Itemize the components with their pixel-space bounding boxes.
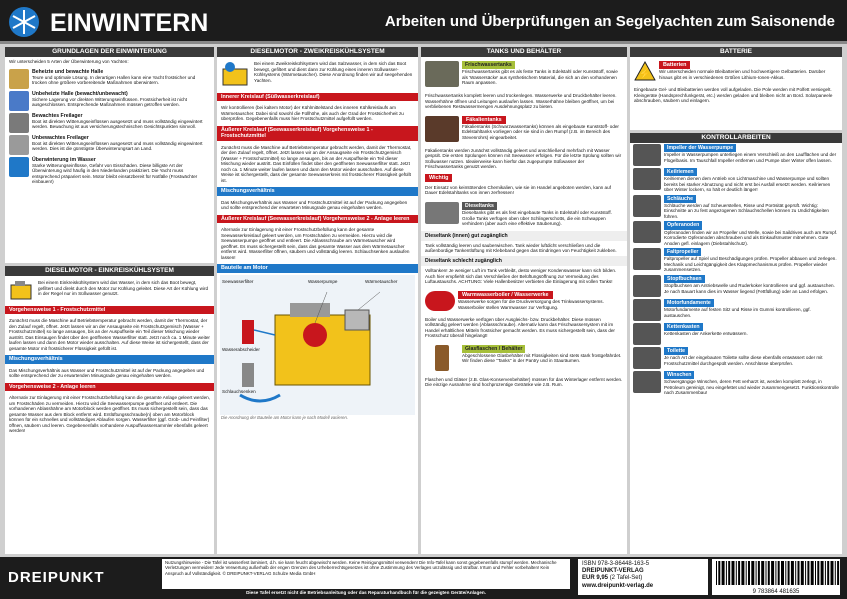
zweikreis-intro: Bei einem Zweikreiskühlsystem wird das Salzwasser, in dem sich das Boot bewegt, gefiltert und dient dann zur Kühlung eines inneren Süßwasser-Kühlsystems (Wärmetauscher). Diese Anordnung finden wir auf seegehenden Yachten. <box>254 61 413 83</box>
kontroll-item-body <box>664 347 839 369</box>
part-icon <box>633 371 661 393</box>
barcode-bar <box>837 561 839 585</box>
kontroll-item-text: Impeller in Wasserpumpen unterliegen einem Verschleiß an den Laufflächen und der Flügelbasis. Im Tauschfall Impeller entfernen und Pumpe über Winter offen lassen. <box>664 152 837 163</box>
page-subtitle: Arbeiten und Überprüfungen an Segelyachten zum Saisonende <box>384 13 835 30</box>
label-wasserpumpe: Wasserpumpe <box>308 278 338 284</box>
kontroll-item-text: Keilriemen dienen dem Antrieb von Lichtmaschine und Wasserpumpe und sollten bereits bei starker Abnutzung und nicht erst bei Ausfall ersetzt werden. Keilriemen über Winter lockern, so hält er deutlich länger! <box>664 176 831 193</box>
grundlagen-item-text: Boot ist direkten Witterungseinflüssen ausgesetzt und muss vollständig eingewintert werden. Dies ist die günstigste Überwinterungsart an Land. <box>32 140 203 152</box>
zweikreis-mix-heading: Mischungsverhältnis <box>217 187 418 195</box>
barcode-bar <box>738 561 740 585</box>
dv-heading: Dieseltank (innen) gut zugänglich <box>421 231 627 241</box>
fk-row <box>421 114 627 144</box>
einkreis-intro-row <box>5 278 214 304</box>
disclaimer: Diese Tafel ersetzt nicht die Betriebsanleitung oder das Reparaturhandbuch für die gezeigten Geräte/Anlagen. <box>246 590 486 595</box>
barcode-bar <box>766 561 767 585</box>
part-icon <box>633 323 661 345</box>
kontroll-title: KONTROLLARBEITEN <box>630 133 842 143</box>
barcode-bar <box>795 561 796 585</box>
kontroll-item <box>630 370 842 397</box>
barcode-lines <box>712 559 840 587</box>
kontroll-item <box>630 298 842 322</box>
einkreis-mix-text: Das Mischungsverhältnis aus Wasser und Frostschutzmittel ist auf der Packung angegeben und sollte entsprechend der zu erwartenden Minusgrade genau eingehalten werden. <box>9 367 205 379</box>
part-icon <box>633 347 661 369</box>
part-icon <box>633 221 661 243</box>
barcode-bar <box>778 561 780 585</box>
einkreis-panel <box>5 266 214 554</box>
grundlagen-item-text: Sichere Lagerung vor direkten Witterungseinflüssen. Frostsicherheit ist nicht ausgeschlossen. Entsprechende Maßnahmen müssen getroffen werden. <box>32 96 187 108</box>
engine-icon <box>9 280 35 302</box>
grundlagen-intro: Wir unterscheiden 5 Arten der Überwinterung von Yachten: <box>9 59 129 64</box>
grundlagen-item-body <box>32 69 210 89</box>
kontroll-item-text: Stopfbuchsen am Antriebswelle und Ruderkoker kontrollieren und ggf. austauschen. Je nach Bauart kann dies im Wasser liegend (Fettfüllung) oder an Land erfolgen. <box>664 283 835 294</box>
kontroll-item-body <box>664 275 839 297</box>
gl-text2: Flaschen und Gläser (z.B. Glas-Konservenbehälter) müssen für das Winterlager entfernt werden. Die einzige Ausnahme sind hochprozentige Getränke wie z.B. Rum. <box>425 376 623 388</box>
grundlagen-item <box>9 135 210 155</box>
einkreis-v2-text: Alternativ zur Einlagerung mit einer Frostschutzbefüllung kann die gesamte Anlage geleert werden, um Frostschäden zu vermeiden. Hierzu wird die Seewasserpumpe geöffnet und entleert. Die vorhandenen Ablasshähne am Motorblock werden geöffnet. Es muss sichergestellt sein, dass das gesamte Wasser aus dem Block entfernt wird. Entlüftungsschraube(n) oben am Motorblock können für ein schnelles und vollständiges Ablaufen sorgen. Wasserfilter (ggf. Grob- und Feinfilter) öffnen, säubern und leeren. Gegebenenfalls vorhandene Auspuffwassersammler ebenfalls geleert werden! <box>9 395 210 434</box>
kontroll-item-heading: Winschen <box>664 371 694 379</box>
website: www.dreipunkt-verlag.de <box>582 582 654 589</box>
kontroll-item-heading: Opferanoden <box>664 221 702 229</box>
part-icon <box>633 195 661 217</box>
barcode-bar <box>761 561 764 585</box>
kontroll-panel <box>630 133 842 554</box>
einkreis-mix-heading: Mischungsverhältnis <box>5 355 214 363</box>
fk-heading: Fäkalientanks <box>462 116 506 124</box>
fk-text2: Fäkalientanks werden zunächst vollständig geleert und anschließend mehrfach mit Wasser gespült. Die ersten Spülungen können mit Seewasser erfolgen. Für die letzte Spülung sollten wir Süßwasser nutzen. Idealerweise kann hierfür das zugepumpte Süßwasser der Frischwassertanks genutzt werden. <box>425 147 622 169</box>
barcode-bar <box>807 561 809 585</box>
page-title: EINWINTERN <box>50 9 209 37</box>
grundlagen-item-text: Starke Witterungseinflüsse, Gefahr von Eisschäden. Diese billigste Art der Überwinterung wird häufig in den Niederlanden praktiziert. Die Yacht muss entsprechend präpariert sein. Motor bleibt einsatzbereit für Notfälle (Frostwächter einbauen!) <box>32 162 198 185</box>
kontroll-item-heading: Kettenkasten <box>664 323 703 331</box>
storage-type-icon <box>9 135 29 155</box>
fw-text2: Frischwassertanks komplett leeren und trockenlegen. Wasserwerke und Druckbehälter leeren. Wasserhähne öffnen und Leitungen auslaufen lassen. Wasserhähne bleiben geöffnet, um bei verbliebenen Restwassermengen Ausdehnungsplatz zu bieten. <box>425 93 617 109</box>
barcode-bar <box>768 561 770 585</box>
barcode-bar <box>781 561 784 585</box>
einkreis-v1-heading: Vorgehensweise 1 - Frostschutzmittel <box>5 306 214 314</box>
grundlagen-item <box>9 69 210 89</box>
grundlagen-panel <box>5 47 214 263</box>
tanks-title: TANKS UND BEHÄLTER <box>421 47 627 57</box>
kontroll-item-body <box>664 168 839 193</box>
barcode-bar <box>728 561 730 585</box>
kontroll-item-heading: Impeller der Wasserpumpe <box>664 144 736 152</box>
storage-type-icon <box>9 113 29 133</box>
verlag: DREIPUNKT-VERLAG <box>582 568 644 575</box>
barcode-bar <box>722 561 725 585</box>
grundlagen-item-body <box>32 91 210 111</box>
zweikreis-panel <box>217 47 418 554</box>
kontroll-item-text: Kettenkasten der Ankerkette entwässern. <box>664 331 748 337</box>
barcode-bar <box>805 561 806 585</box>
barcode-bar <box>791 561 794 585</box>
grundlagen-item-heading: Unbewachtes Freilager <box>32 134 89 141</box>
wichtig-heading: Wichtig <box>425 174 452 182</box>
kontroll-item <box>630 220 842 247</box>
barcode-bar <box>756 561 757 585</box>
label-schlauchsenken: Schlauchsenken <box>222 388 256 394</box>
grundlagen-item <box>9 113 210 133</box>
engine-caption: Die Anordnung der Bauteile am Motor kann je nach Modell variieren. <box>221 414 348 420</box>
zweikreis-ak-text: Zunächst muss die Maschine auf Betriebstemperatur gebracht werden, damit der Thermostat, der den Zulauf regelt, öffnet. Jetzt lassen wir an der Ansaugseite ein Frostschutzgemisch (Wasser + Frostschutzmittel) so lange ansaugen, bis an der Auspuffseite ein Teil dieser Mischung wieder austritt. Das Einfüllen findet über den geöffneten Seewasserfilter statt. Jetzt noch ca. 1 Minute weiter laufen lassen und dann den Motor wieder ausschalten. Auf diese Weise ist sichergestellt, dass der gesamte Seewasserkreis mit frostsicherer Flüssigkeit gefüllt ist. <box>221 144 412 183</box>
gl-heading: Glasflaschen / Behälter <box>462 345 525 353</box>
barcode-bar <box>798 561 800 585</box>
usage-hint: Nutzungshinweise - Die Tafel ist wasserfest laminiert, d.h. sie kann feucht abgewischt werden. Keine Reinigungsmittel verwenden! Die Info-Tafel kann sonst gegebenenfalls stumpf werden. Mechanische Verletzungen vermeiden! Jede Verwertung außerhalb der engen Grenzen des Urheberrechtsgesetzes ist ohne Zustimmung des Verlages unzulässig und strafbar. Irrtum und Fehler vorbehalten! Kein Anspruch auf Vollständigkeit. © DREIPUNKT-VERLAG Schulze Media GmbH <box>162 559 570 589</box>
label-wasserabscheider: Wasserabscheider <box>222 346 260 352</box>
part-icon <box>633 144 661 166</box>
barcode-bar <box>815 561 816 585</box>
zweikreis-mix-text: Das Mischungsverhältnis aus Wasser und Frostschutzmittel ist auf der Packung angegeben und sollte entsprechend der erwarteten Minusgrade genau eingehalten werden. <box>221 199 408 211</box>
kontroll-item-body <box>664 299 839 321</box>
kontroll-item-heading: Toilette <box>664 347 688 355</box>
kontroll-item-heading: Faltpropeller <box>664 248 701 256</box>
freshwater-tank-icon <box>425 61 459 87</box>
engine-image-heading: Bauteile am Motor <box>217 264 418 272</box>
batterie-text: Wir unterscheiden normale Bleibatterien und hochwertigere Gelbatterien. Darüber hinaus gibt es in verschiedenen Größen Lithium-Ionen-Akkus. <box>659 69 826 80</box>
grundlagen-item-heading: Beheizte und bewachte Halle <box>32 68 104 75</box>
kontroll-item <box>630 274 842 298</box>
diesel-tank-icon <box>425 202 459 224</box>
einkreis-intro: Bei einem Einkreiskühlsystem wird das Wasser, in dem sich das Boot bewegt, gefiltert und direkt durch den Motor zur Kühlung geleitet. Diese Art der Kühlung wird in der Regel nur im Süßwasser genutzt. <box>38 280 209 296</box>
grundlagen-item-body <box>32 157 210 185</box>
barcode-bar <box>718 561 720 585</box>
kontroll-item-text: Schläuche werden auf Scheuerstellen, Risse und Porösität geprüft. Wichtig: Einschnitte an zu fest angezogenen Schlauchschellen können zu Undichtigkeiten führen. <box>664 202 829 219</box>
storage-type-icon <box>9 157 29 177</box>
barcode-bar <box>831 561 834 585</box>
ww-text: Wasserwerke sorgen für die Druckversorgung des Trinkwassersystems. Wasserboiler stellen Warmwasser zur Verfügung. <box>458 299 604 310</box>
barcode-bar <box>817 561 819 585</box>
ean: 9 783864 481635 <box>752 588 800 595</box>
tafel-set: (2 Tafel-Set) <box>609 575 643 582</box>
ww-heading: Warmwasserboiler / Wasserwerke <box>458 291 553 299</box>
label-waermetauscher: Wärmetauscher <box>365 278 398 284</box>
dv-text: Tank vollständig leeren und sauberwischen. Tank wieder luftdicht verschließen und die außenbordige Tankentlüftung mit Klebeband gegen das Eindringen von Feuchtigkeit zukleben. <box>425 242 617 254</box>
kontroll-item-heading: Motorfundamente <box>664 299 714 307</box>
zweikreis-ak2-text: Alternativ zur Einlagerung mit einer Frostschutzbefüllung kann der gesamte Seewasserkreislauf geleert werden, um Frostschäden zu vermeiden. Hierzu wird die Seewasserpumpe geöffnet und entleert. Die Ablassschraube am Wärmetauscher wird geöffnet. Es muss sichergestellt sein, dass das gesamte Wasser aus dem Wärmetauscher entfernt wird. Wasserfilter öffnen, säubern und vollständig leeren. Schlauchsenken auslaufen lassen! <box>221 227 410 260</box>
kontroll-item-text: Motorfundamente auf festen Sitz und Risse im Gummi kontrollieren, ggf. austauschen. <box>664 307 811 318</box>
barcode-bar <box>741 561 744 585</box>
barcode-bar <box>785 561 786 585</box>
zweikreis-intro-row <box>217 59 418 91</box>
fk-text: Fäkalientanks (Schwarzwassertanks) können als eingebaute Kunststoff- oder Edelstahltanks vorliegen oder sie sind in den Rumpf (z.B. im Bereich des Stevenrohrs) eingearbeitet. <box>462 123 619 140</box>
kontroll-item-text: Opferanoden finden wir an Propeller und Welle, sowie bei Saildrives auch am Rumpf. Korrodierte Opferanoden abschrauben und als Einkaufsmuster mitnehmen. Gute Anoden gefl. einlagern (Diebstahlschutz). <box>664 229 838 246</box>
svg-text:⚡: ⚡ <box>638 69 652 80</box>
barcode-bar <box>736 561 737 585</box>
zweikreis-ik-heading: Innerer Kreislauf (Süßwasserkreislauf) <box>217 93 418 101</box>
kontroll-item-body <box>664 221 839 246</box>
engine-diagram <box>220 275 415 415</box>
gl-text: Abgeschlossene Glasbehälter mit Flüssigkeiten sind stets stark frostgefährdet. Wir finden diese "Tanks" in der Pantry und in Stauräumen. <box>462 352 622 364</box>
gl-row <box>421 343 627 373</box>
ds-row <box>421 200 627 229</box>
kontroll-list <box>630 143 842 397</box>
ww-row <box>421 289 627 313</box>
kontroll-item-body <box>664 248 839 273</box>
fw-heading: Frischwassertanks <box>462 61 515 69</box>
einkreis-v1-text: Zunächst muss die Maschine auf Betriebstemperatur gebracht werden, damit der Thermostat, der den Zulauf regelt, öffnet. Jetzt lassen wir an der Ansaugseite ein Frostschutzgemisch (Wasser + Frostschutzmittel) so lange ansaugen, bis an der Auspuffseite ein Teil dieser Mischung wieder austritt. Das Einsaugen findet über den geöffneten Wasserfilter statt. Jetzt noch ca. 1 Minute weiter laufen lassen und dann den Motor wieder ausschalten. Auf diese Weise ist sichergestellt, dass der gesamte Motor mit frostsicherer Flüssigkeit gefüllt ist. <box>9 318 210 351</box>
isbn-box <box>578 559 708 595</box>
grundlagen-item-text: Teure und optimale Lösung. In derartigen Hallen kann eine Yacht frostsicher und trocken ohne größere vorbereitende Maßnahmen überwintern. <box>32 74 196 86</box>
publisher-logo: DREIPUNKT <box>8 569 105 586</box>
einkreis-v2-heading: Vorgehensweise 2 - Anlage leeren <box>5 383 214 391</box>
price: EUR 9,95 <box>582 575 609 582</box>
ww-text2: Boiler und Wasserwerke verfügen über Ausgleichs- bzw. Druckbehälter. Diese müssen vollständig geleert werden (Ablassschraube). Alternativ kann das Frischwassersystem mit im Handel erhältlichen Mitteln frostsicher gemacht werden. Es muss sichergestellt sein, dass der Frostschutz überall hingelangt! <box>425 316 615 339</box>
grundlagen-item <box>9 91 210 111</box>
barcode-bar <box>758 561 760 585</box>
grundlagen-list <box>5 69 214 189</box>
isbn: ISBN 978-3-86448-163-5 <box>582 561 650 567</box>
grundlagen-item-heading: Unbeheizte Halle (bewacht/unbewacht) <box>32 90 128 97</box>
engine-icon <box>221 61 251 89</box>
storage-type-icon <box>9 69 29 89</box>
kontroll-item-text: Faltpropeller auf Spiel und Beschädigungen prüfen. Propeller abbauen und zerlegen. Mechanik und Leichtgängigkeit des Klappmechanismus prüfen. Propeller wieder zusammensetzen. <box>664 256 837 273</box>
barcode-bar <box>811 561 814 585</box>
ds-text: Dieseltanks gibt es als fest eingebaute Tanks in Edelstahl oder Kunststoff. Große Tanks verfügen oben über Schlingerschotts, die ein Schwappen verhindern (aber auch eine effektive Säuberung). <box>462 210 612 227</box>
barcode-bar <box>716 561 717 585</box>
zweikreis-title: DIESELMOTOR - ZWEIKREISKÜHLSYSTEM <box>217 47 418 57</box>
dn-heading: Dieseltank schlecht zugänglich <box>421 256 627 266</box>
part-icon <box>633 248 661 270</box>
ds-heading: Dieseltanks <box>462 202 497 210</box>
part-icon <box>633 168 661 190</box>
kontroll-item <box>630 167 842 194</box>
barcode-bar <box>835 561 836 585</box>
kontroll-item-body <box>664 323 748 345</box>
kontroll-item <box>630 143 842 167</box>
barcode-bar <box>732 561 735 585</box>
boiler-icon <box>425 291 455 311</box>
grundlagen-title: GRUNDLAGEN DER EINWINTERUNG <box>5 47 214 57</box>
snowflake-icon <box>8 6 40 38</box>
part-icon <box>633 275 661 297</box>
kontroll-item-heading: Stopfbuchsen <box>664 275 705 283</box>
kontroll-item <box>630 247 842 274</box>
zweikreis-ak-heading: Äußerer Kreislauf (Seewasserkreislauf) Vorgehensweise 1 - Frostschutzmittel <box>217 126 418 141</box>
batterie-heading: Batterien <box>659 61 690 69</box>
grundlagen-item-text: Boot ist direkten Witterungseinflüssen ausgesetzt und muss vollständig eingewintert werden. Bewachung ist aus versicherungstechnischen Gesichtspunkten sinnvoll. <box>32 118 203 130</box>
batterie-text2: Eingebaute Gel- und Bleibatterien werden voll aufgeladen. Die Pole werden mit Polfett versiegelt. Kleingeräte (Handsprechfunkgerät, etc.) werden geladen und bleiben nicht an Bord. Solarpaneele abschrauben, säubern und einlagern. <box>634 87 833 103</box>
kontroll-item-text: Schwergängige Winschen, deren Fett verharzt ist, werden komplett zerlegt, in Petroleum gereinigt, neu eingefettet und wieder zusammengesetzt. Funktionskontrolle nach Zusammenbau! <box>664 379 839 396</box>
kontroll-item <box>630 194 842 221</box>
kontroll-item-body <box>664 144 839 166</box>
kontroll-item <box>630 346 842 370</box>
kontroll-item-body <box>664 371 839 396</box>
barcode-bar <box>748 561 750 585</box>
kontroll-item-heading: Keilriemen <box>664 168 697 176</box>
barcode-bar <box>827 561 829 585</box>
grundlagen-item-heading: Bewachtes Freilager <box>32 112 83 119</box>
waste-tank-icon <box>425 116 459 142</box>
grundlagen-item-heading: Überwinterung im Wasser <box>32 156 96 163</box>
einkreis-title: DIESELMOTOR - EINKREISKÜHLSYSTEM <box>5 266 214 276</box>
barcode-bar <box>821 561 824 585</box>
barcode-bar <box>825 561 826 585</box>
barcode-bar <box>751 561 754 585</box>
kontroll-item <box>630 322 842 346</box>
batterie-panel <box>630 47 842 130</box>
part-icon <box>633 299 661 321</box>
barcode-bar <box>788 561 790 585</box>
tanks-panel <box>421 47 627 554</box>
zweikreis-ak2-heading: Äußerer Kreislauf (Seewasserkreislauf) Vorgehensweise 2 - Anlage leeren <box>217 215 418 223</box>
dn-text: Volltanken! Je weniger Luft im Tank verbleibt, desto weniger Kondenswasser kann sich bilden. Auch hier empfiehlt sich das Verschließen der Belüftungsöffnung zur Vermeidung des Luftaustauschs. ACHTUNG: Viele Hallenbesitzer verbieten die Einlagerung mit vollen Tanks! <box>425 268 617 285</box>
header <box>0 0 847 44</box>
grundlagen-item-body <box>32 135 210 155</box>
wichtig-text: Der Einsatz von keimtötenden Chemikalien, wie sie im Handel angeboten werden, kann auf Dauer Edelstahltanks von innen zerfressen! <box>425 184 611 196</box>
grundlagen-item-body <box>32 113 210 133</box>
barcode-bar <box>771 561 774 585</box>
batterie-row <box>630 59 842 83</box>
warning-icon <box>634 61 656 81</box>
grundlagen-item <box>9 157 210 185</box>
fw-text: Frischwassertanks gibt es als feste Tanks in Edelstahl oder Kunststoff, sowie als 'Wassersäcke' aus synthetischem Material, die sich an den vorhandenen Raum anpassen. <box>462 69 618 86</box>
fw-row <box>421 59 627 89</box>
storage-type-icon <box>9 91 29 111</box>
footer <box>0 557 847 599</box>
label-seewasserfilter: Seewasserfilter <box>222 278 254 284</box>
batterie-title: BATTERIE <box>630 47 842 57</box>
zweikreis-ik-text: Wir kontrollieren (bei kaltem Motor) der Kühlmittelstand des inneren Kühlkreislaufs am Wärmetauscher. Dabei sind sowohl die Füllhöhe, als auch der Grad der Frostsicherheit zu überprüfen. Gegebenenfalls muss hier Frostschutzmittel aufgefüllt werden. <box>221 105 404 122</box>
bottle-icon <box>435 345 449 371</box>
kontroll-item-heading: Schläuche <box>664 195 696 203</box>
barcode-bar <box>775 561 776 585</box>
barcode-bar <box>746 561 747 585</box>
barcode-bar <box>801 561 804 585</box>
barcode <box>712 559 840 595</box>
barcode-bar <box>726 561 727 585</box>
kontroll-item-body <box>664 195 839 220</box>
kontroll-item-text: Je nach Art der eingebauten Toilette sollte diese ebenfalls entwässert oder mit Frostschutzmittel durchgespült werden. Anschlüsse überprüfen. <box>664 355 823 366</box>
